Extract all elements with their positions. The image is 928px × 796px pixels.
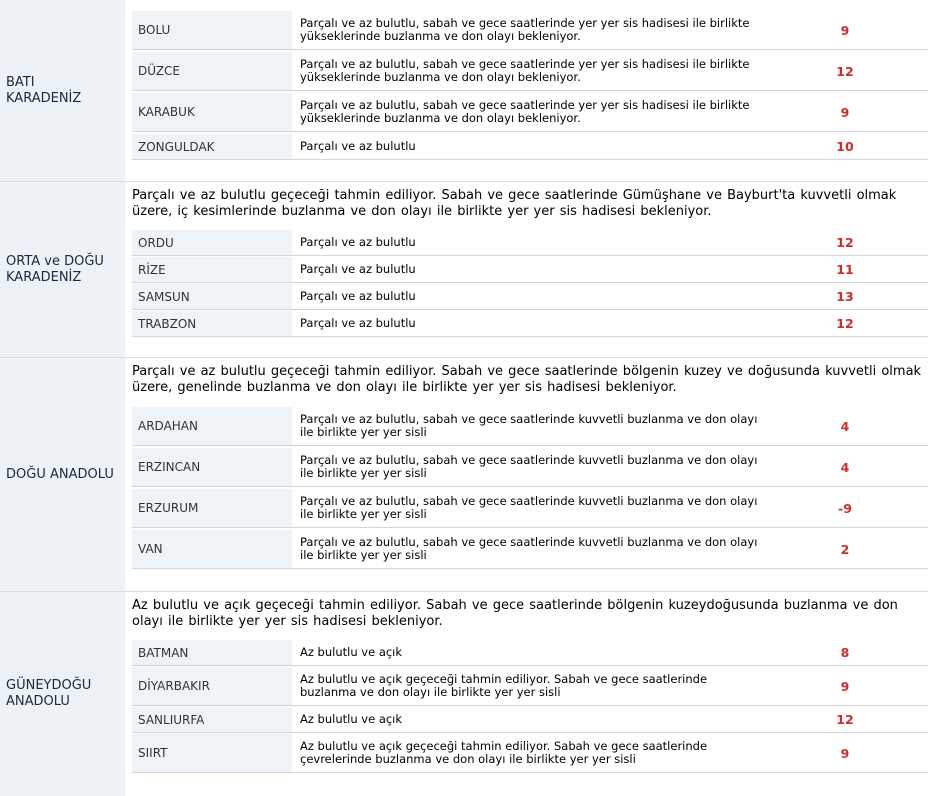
city-temperature: -9	[762, 489, 928, 528]
region-bati-karadeniz	[0, 0, 928, 182]
city-temperature: 10	[762, 134, 928, 160]
city-name: TRABZON	[132, 311, 292, 337]
city-forecast: Parçalı ve az bulutlu, sabah ve gece saatlerinde kuvvetli buzlanma ve don olayı ile birlikte yer yer sisli	[292, 407, 762, 446]
region-orta-dogu-karadeniz	[0, 182, 928, 358]
city-row	[132, 311, 928, 338]
city-temperature: 9	[762, 734, 928, 773]
city-temperature: 12	[762, 230, 928, 256]
region-name: DOĞU ANADOLU	[0, 358, 125, 591]
city-row	[132, 257, 928, 284]
city-temperature: 12	[762, 311, 928, 337]
city-name: DİYARBAKIR	[132, 667, 292, 706]
city-name: BATMAN	[132, 640, 292, 666]
city-forecast: Parçalı ve az bulutlu	[292, 134, 762, 160]
region-name: ORTA ve DOĞU KARADENİZ	[0, 182, 125, 357]
city-forecast: Az bulutlu ve açık geçeceği tahmin ediliyor. Sabah ve gece saatlerinde çevrelerinde buzlanma ve don olayı ile birlikte yer yer sisli	[292, 734, 762, 773]
city-name: SAMSUN	[132, 284, 292, 310]
city-forecast: Parçalı ve az bulutlu, sabah ve gece saatlerinde kuvvetli buzlanma ve don olayı ile birlikte yer yer sisli	[292, 448, 762, 487]
city-forecast: Parçalı ve az bulutlu	[292, 257, 762, 283]
city-row	[132, 52, 928, 92]
city-name: VAN	[132, 530, 292, 569]
city-name: SIIRT	[132, 734, 292, 773]
city-name: ARDAHAN	[132, 407, 292, 446]
city-forecast: Az bulutlu ve açık	[292, 640, 762, 666]
region-name: GÜNEYDOĞU ANADOLU	[0, 592, 125, 796]
city-temperature: 9	[762, 667, 928, 706]
city-row	[132, 134, 928, 161]
region-summary: Az bulutlu ve açık geçeceği tahmin ediliyor. Sabah ve gece saatlerinde bölgenin kuzeydoğusunda buzlanma ve don olayı ile birlikte yer yer sis hadisesi bekleniyor.	[132, 598, 898, 629]
city-row	[132, 667, 928, 707]
city-row	[132, 734, 928, 774]
city-row	[132, 284, 928, 311]
city-temperature: 9	[762, 11, 928, 50]
city-forecast: Parçalı ve az bulutlu	[292, 311, 762, 337]
city-row	[132, 489, 928, 529]
city-row	[132, 530, 928, 570]
city-name: RİZE	[132, 257, 292, 283]
city-forecast: Parçalı ve az bulutlu, sabah ve gece saatlerinde yer yer sis hadisesi ile birlikte yükseklerinde buzlanma ve don olayı bekleniyor.	[292, 93, 762, 132]
city-forecast: Parçalı ve az bulutlu	[292, 284, 762, 310]
region-name: BATI KARADENİZ	[0, 0, 125, 181]
city-temperature: 9	[762, 93, 928, 132]
city-name: BOLU	[132, 11, 292, 50]
region-summary: Parçalı ve az bulutlu geçeceği tahmin ediliyor. Sabah ve gece saatlerinde bölgenin kuzey ve doğusunda kuvvetli olmak üzere, genelinde buzlanma ve don olayı ile birlikte yer yer sis hadisesi bekleniyor.	[132, 364, 922, 395]
city-forecast: Az bulutlu ve açık	[292, 707, 762, 733]
city-row	[132, 407, 928, 447]
city-forecast: Parçalı ve az bulutlu	[292, 230, 762, 256]
city-name: ERZINCAN	[132, 448, 292, 487]
city-row	[132, 640, 928, 667]
city-temperature: 4	[762, 407, 928, 446]
city-temperature: 12	[762, 707, 928, 733]
city-temperature: 4	[762, 448, 928, 487]
city-row	[132, 93, 928, 133]
city-forecast: Az bulutlu ve açık geçeceği tahmin ediliyor. Sabah ve gece saatlerinde buzlanma ve don olayı ile birlikte yer yer sisli	[292, 667, 762, 706]
city-forecast: Parçalı ve az bulutlu, sabah ve gece saatlerinde yer yer sis hadisesi ile birlikte yükseklerinde buzlanma ve don olayı bekleniyor.	[292, 11, 762, 50]
city-row	[132, 11, 928, 51]
region-summary: Parçalı ve az bulutlu geçeceği tahmin ediliyor. Sabah ve gece saatlerinde Gümüşhane ve Bayburt'ta kuvvetli olmak üzere, iç kesimlerinde buzlanma ve don olayı ile birlikte yer yer sis hadisesi bekleniyor.	[132, 188, 897, 219]
city-forecast: Parçalı ve az bulutlu, sabah ve gece saatlerinde kuvvetli buzlanma ve don olayı ile birlikte yer yer sisli	[292, 530, 762, 569]
city-forecast: Parçalı ve az bulutlu, sabah ve gece saatlerinde kuvvetli buzlanma ve don olayı ile birlikte yer yer sisli	[292, 489, 762, 528]
city-name: ERZURUM	[132, 489, 292, 528]
city-name: KARABUK	[132, 93, 292, 132]
city-temperature: 13	[762, 284, 928, 310]
city-temperature: 2	[762, 530, 928, 569]
city-row	[132, 448, 928, 488]
city-row	[132, 707, 928, 734]
city-row	[132, 230, 928, 257]
city-temperature: 12	[762, 52, 928, 91]
city-forecast: Parçalı ve az bulutlu, sabah ve gece saatlerinde yer yer sis hadisesi ile birlikte yükseklerinde buzlanma ve don olayı bekleniyor.	[292, 52, 762, 91]
city-temperature: 11	[762, 257, 928, 283]
region-dogu-anadolu	[0, 358, 928, 592]
city-name: SANLIURFA	[132, 707, 292, 733]
city-temperature: 8	[762, 640, 928, 666]
region-guneydogu-anadolu	[0, 592, 928, 796]
city-name: ZONGULDAK	[132, 134, 292, 160]
city-name: ORDU	[132, 230, 292, 256]
city-name: DÜZCE	[132, 52, 292, 91]
